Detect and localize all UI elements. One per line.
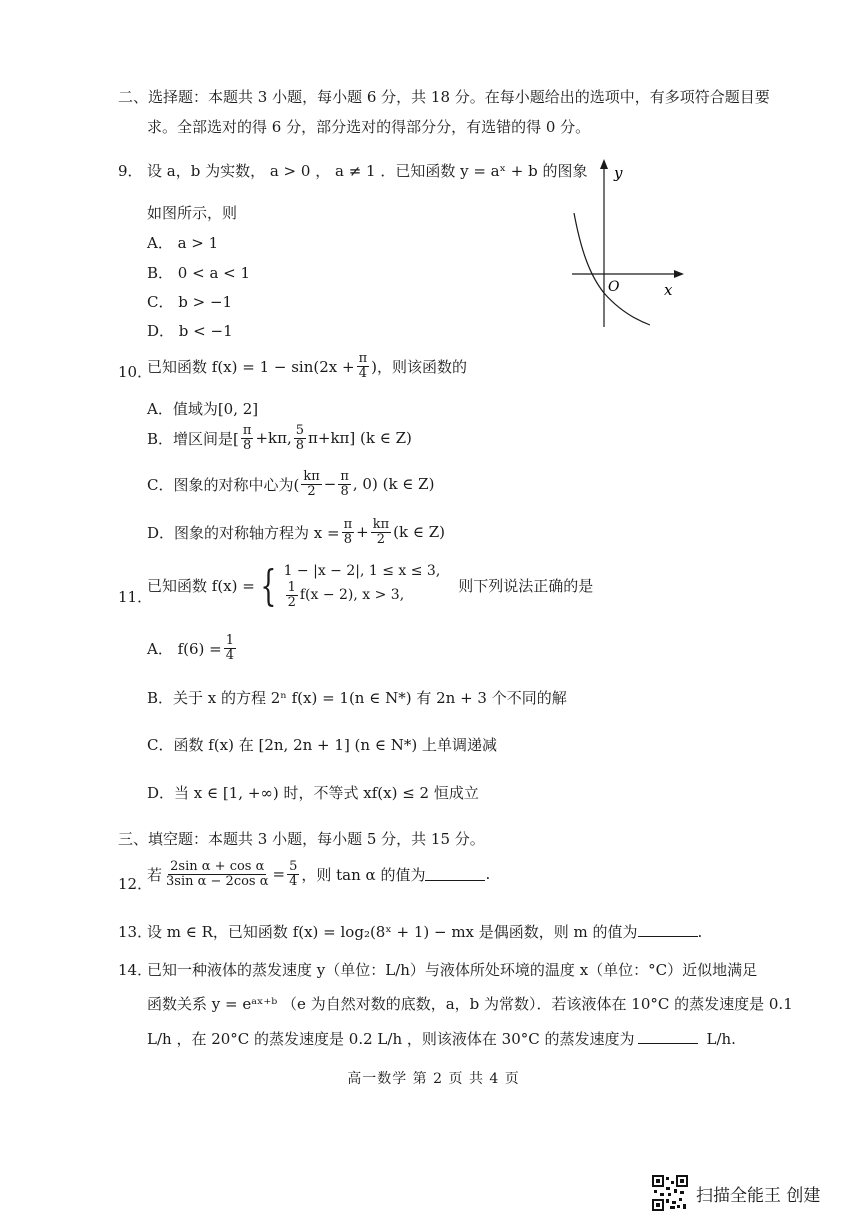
option-text: C．图象的对称中心为( bbox=[147, 475, 300, 494]
question-stem: 设 a，b 为实数， a > 0 ， a ≠ 1 ．已知函数 y = aˣ + b 的图象 bbox=[147, 162, 588, 180]
numerator: kπ bbox=[372, 517, 390, 532]
denominator: 8 bbox=[343, 531, 352, 547]
stem-text: 已知函数 f(x) = 1 − sin(2x + bbox=[147, 357, 355, 376]
option-c: C． b > −1 bbox=[147, 293, 233, 311]
fraction bbox=[224, 634, 236, 662]
watermark-text: 扫描全能王 创建 bbox=[696, 1185, 821, 1206]
stem-text: 则下列说法正确的是 bbox=[458, 577, 594, 596]
denominator: 4 bbox=[358, 365, 367, 381]
stem-text: 若 bbox=[147, 865, 163, 884]
fraction bbox=[301, 470, 321, 498]
numerator: π bbox=[340, 469, 349, 484]
stem-text: . bbox=[485, 865, 491, 884]
answer-blank[interactable] bbox=[638, 1031, 698, 1044]
question-stem-line1: 已知一种液体的蒸发速度 y（单位：L/h）与液体所处环境的温度 x（单位：°C）近似地满足 bbox=[147, 961, 758, 979]
option-d: D． b < −1 bbox=[147, 322, 233, 340]
stem-text: 设 m ∈ R，已知函数 f(x) = log₂(8ˣ + 1) − mx 是偶函数，则 m 的值为 bbox=[147, 923, 638, 941]
exponential-graph bbox=[560, 155, 690, 335]
question-stem-continued: 如图所示，则 bbox=[147, 204, 238, 222]
question-stem-line2: 函数关系 y = eᵃˣ⁺ᵇ （e 为自然对数的底数，a，b 为常数）．若该液体在 10°C 的蒸发速度是 0.1 bbox=[147, 995, 793, 1013]
numerator: 1 bbox=[225, 633, 235, 648]
question-stem bbox=[147, 860, 490, 888]
option-text: − bbox=[323, 475, 337, 494]
numerator: 2sin α + cos α bbox=[170, 859, 265, 874]
option-text: π+kπ] (k ∈ Z) bbox=[308, 429, 412, 448]
fraction bbox=[241, 424, 254, 452]
origin-label: O bbox=[608, 279, 620, 295]
denominator: 8 bbox=[340, 483, 349, 499]
option-a bbox=[147, 634, 238, 662]
question-number: 12． bbox=[118, 875, 153, 893]
stem-text: )，则该函数的 bbox=[371, 357, 467, 376]
x-axis-arrow bbox=[674, 270, 684, 278]
option-b: B．关于 x 的方程 2ⁿ f(x) = 1(n ∈ N*) 有 2n + 3 个不同的解 bbox=[147, 689, 567, 707]
fraction bbox=[164, 860, 271, 888]
option-b: B． 0 < a < 1 bbox=[147, 264, 251, 282]
question-stem bbox=[147, 921, 702, 942]
scanner-watermark bbox=[652, 1175, 820, 1211]
section-2-heading-line1: 二、选择题：本题共 3 小题，每小题 6 分，共 18 分。在每小题给出的选项中，有多项符合题目要 bbox=[118, 88, 770, 106]
stem-text: . bbox=[697, 923, 703, 941]
fraction bbox=[286, 581, 298, 609]
numerator: π bbox=[343, 517, 353, 532]
option-text: (k ∈ Z) bbox=[393, 523, 445, 542]
cases bbox=[284, 562, 441, 609]
numerator: kπ bbox=[303, 469, 320, 484]
option-text: D．图象的对称轴方程为 x = bbox=[147, 523, 340, 542]
numerator: 5 bbox=[289, 859, 298, 874]
stem-text: 已知函数 f(x) = bbox=[147, 577, 255, 596]
x-axis-label: x bbox=[664, 281, 673, 299]
fraction bbox=[338, 470, 351, 498]
piecewise-definition bbox=[255, 562, 440, 609]
left-brace: { bbox=[260, 560, 277, 610]
option-text: +kπ, bbox=[255, 429, 292, 448]
answer-blank[interactable] bbox=[425, 868, 485, 881]
stem-text: ，则 tan α 的值为 bbox=[301, 865, 426, 884]
stem-text: L/h ，在 20°C 的蒸发速度是 0.2 L/h ，则该液体在 30°C 的蒸发速度为 bbox=[147, 1030, 635, 1048]
denominator: 4 bbox=[225, 647, 235, 663]
option-c: C．函数 f(x) 在 [2n, 2n + 1] (n ∈ N*) 上单调递减 bbox=[147, 736, 497, 754]
denominator: 2 bbox=[307, 483, 316, 499]
y-axis-arrow bbox=[600, 159, 608, 169]
question-number: 10． bbox=[118, 363, 153, 381]
option-a: A．值域为[0, 2] bbox=[147, 400, 259, 418]
numerator: 5 bbox=[295, 423, 305, 438]
fraction bbox=[371, 518, 391, 546]
case-1: 1 − |x − 2|, 1 ≤ x ≤ 3, bbox=[283, 563, 441, 579]
section-3-heading: 三、填空题：本题共 3 小题，每小题 5 分，共 15 分。 bbox=[118, 830, 485, 848]
denominator: 8 bbox=[295, 437, 305, 453]
case-2 bbox=[284, 581, 441, 609]
option-text: , 0) (k ∈ Z) bbox=[352, 475, 435, 494]
answer-blank[interactable] bbox=[638, 924, 698, 937]
option-a: A． a > 1 bbox=[147, 234, 219, 252]
qr-code-icon bbox=[652, 1175, 688, 1211]
fraction bbox=[342, 518, 355, 546]
option-d: D．当 x ∈ [1, +∞) 时，不等式 xf(x) ≤ 2 恒成立 bbox=[147, 784, 479, 802]
denominator: 2 bbox=[376, 531, 386, 547]
curve bbox=[574, 213, 650, 325]
stem-text: L/h. bbox=[706, 1030, 736, 1048]
numerator: 1 bbox=[287, 579, 296, 595]
denominator: 2 bbox=[287, 594, 296, 610]
fraction bbox=[294, 424, 306, 452]
option-b bbox=[147, 424, 412, 452]
fraction bbox=[287, 860, 299, 888]
option-text: + bbox=[356, 523, 369, 542]
fraction bbox=[357, 352, 370, 380]
question-stem bbox=[147, 352, 467, 380]
denominator: 3sin α − 2cos α bbox=[166, 873, 269, 889]
stem-text: = bbox=[272, 865, 286, 884]
section-2-heading-line2: 求。全部选对的得 6 分，部分选对的得部分分，有选错的得 0 分。 bbox=[147, 118, 591, 136]
question-number: 11． bbox=[118, 588, 153, 606]
option-text: A． f(6) = bbox=[147, 639, 222, 658]
option-c bbox=[147, 470, 434, 498]
y-axis-label: y bbox=[614, 164, 623, 182]
question-stem bbox=[147, 562, 593, 609]
question-stem-line3 bbox=[147, 1028, 736, 1049]
question-number: 13． bbox=[118, 923, 153, 941]
question-number: 9． bbox=[118, 162, 143, 180]
case-2-text: f(x − 2), x > 3, bbox=[299, 586, 405, 603]
denominator: 8 bbox=[243, 437, 252, 453]
denominator: 4 bbox=[289, 873, 298, 889]
numerator: π bbox=[242, 423, 252, 438]
numerator: π bbox=[358, 351, 368, 366]
question-number: 14． bbox=[118, 961, 153, 979]
page-footer: 高一数学 第 2 页 共 4 页 bbox=[347, 1071, 520, 1087]
option-d bbox=[147, 518, 445, 546]
option-text: B．增区间是[ bbox=[147, 429, 239, 448]
